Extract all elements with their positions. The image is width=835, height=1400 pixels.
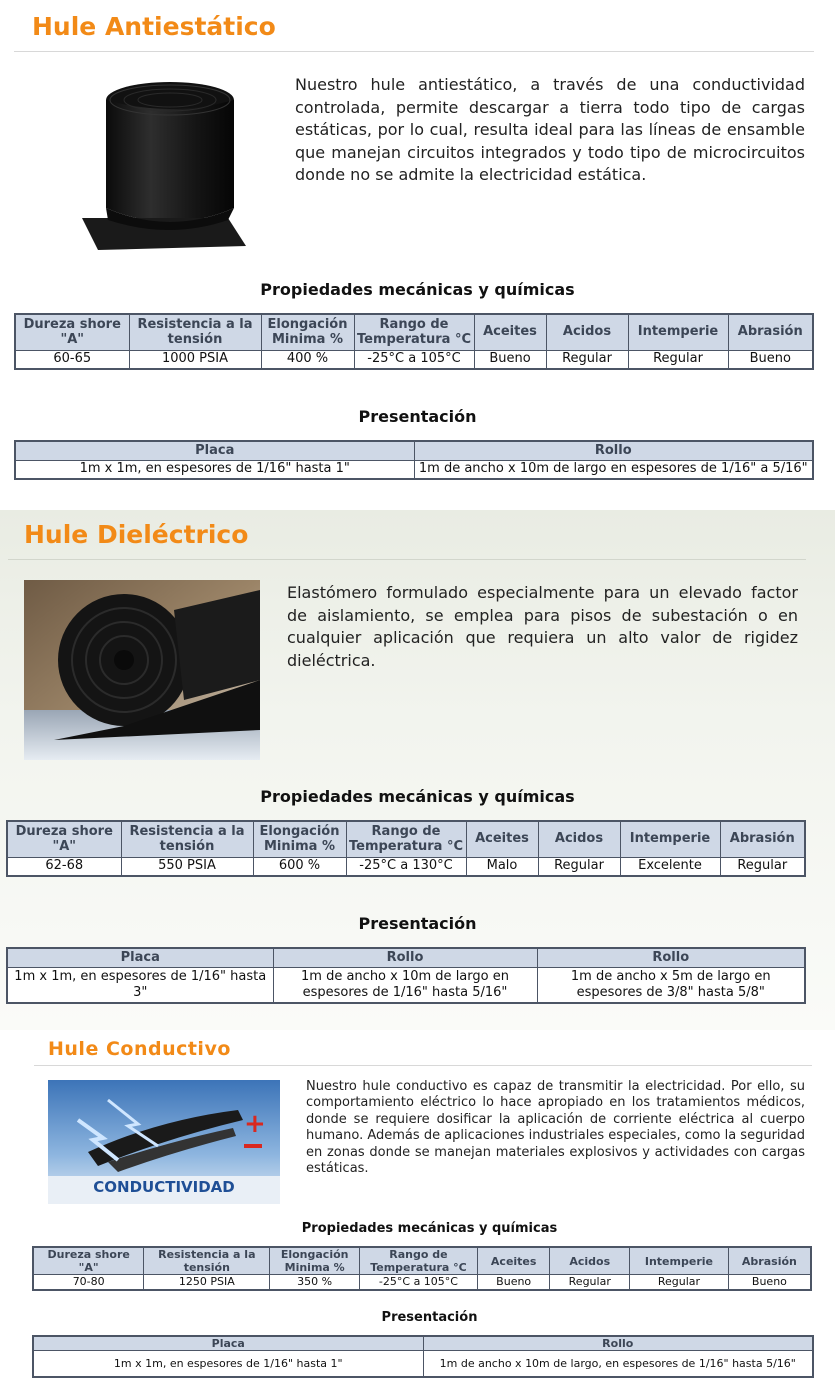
cell-elongacion: 600 % [253,857,346,876]
product-title: Hule Dieléctrico [24,520,249,549]
table-row [15,350,813,369]
cell-rollo: 1m de ancho x 5m de largo en espesores de 3/8" hasta 5/8" [537,967,805,1003]
col-dureza: Dureza shore "A" [33,1247,144,1275]
col-intemperie: Intemperie [630,1247,729,1275]
rubber-roll-image [24,580,260,760]
col-acidos: Acidos [550,1247,630,1275]
cell-temperatura: -25°C a 130°C [346,857,466,876]
cell-abrasion: Regular [720,857,805,876]
cell-aceites: Bueno [477,1275,550,1290]
presentation-heading: Presentación [358,914,477,933]
col-elongacion: Elongación Minima % [261,314,354,350]
cell-intemperie: Excelente [620,857,720,876]
cell-elongacion: 350 % [270,1275,360,1290]
cell-intemperie: Regular [628,350,728,369]
col-abrasion: Abrasión [728,1247,811,1275]
section-hule-conductivo [0,1030,835,1400]
cell-placa: 1m x 1m, en espesores de 1/16" hasta 1" [15,460,414,479]
cell-aceites: Bueno [474,350,546,369]
cell-resistencia: 1250 PSIA [144,1275,270,1290]
cell-acidos: Regular [538,857,620,876]
col-resistencia: Resistencia a la tensión [121,821,253,857]
cell-temperatura: -25°C a 105°C [360,1275,478,1290]
presentation-table [6,947,806,1004]
product-description: Elastómero formulado especialmente para un elevado factor de aislamiento, se emplea para pisos de subestación o en cualquier aplicación que requiera un alto valor de rigidez dieléctrica. [287,583,798,670]
properties-heading: Propiedades mecánicas y químicas [260,787,575,806]
table-row [15,460,813,479]
cell-dureza: 60-65 [15,350,129,369]
col-acidos: Acidos [538,821,620,857]
table-row [7,857,805,876]
product-description: Nuestro hule conductivo es capaz de transmitir la electricidad. Por ello, su comportamiento eléctrico lo hace apropiado en los tratamientos médicos, donde se requiere dosificar la aplicación de corriente eléctrica al cuerpo humano. Además de aplicaciones industriales especiales, como la seguridad en zonas donde se manejan materiales explosivos y actividades con cargas estáticas. [306,1079,805,1177]
cell-acidos: Regular [550,1275,630,1290]
col-elongacion: Elongación Minima % [270,1247,360,1275]
cell-abrasion: Bueno [728,1275,811,1290]
table-row [33,1275,811,1290]
col-abrasion: Abrasión [728,314,813,350]
image-label: CONDUCTIVIDAD [93,1178,235,1196]
col-rollo: Rollo [537,948,805,967]
col-elongacion: Elongación Minima % [253,821,346,857]
section-hule-dielectrico [0,510,835,1030]
cell-dureza: 70-80 [33,1275,144,1290]
col-intemperie: Intemperie [620,821,720,857]
properties-table [6,820,806,877]
col-temperatura: Rango de Temperatura °C [354,314,474,350]
conductivity-image [48,1080,280,1204]
title-divider [8,559,806,560]
col-abrasion: Abrasión [720,821,805,857]
cell-resistencia: 550 PSIA [121,857,253,876]
minus-icon [244,1144,262,1148]
presentation-heading: Presentación [358,407,477,426]
properties-table [32,1246,812,1291]
col-temperatura: Rango de Temperatura °C [346,821,466,857]
col-placa: Placa [15,441,414,460]
cell-dureza: 62-68 [7,857,121,876]
title-divider [34,1065,812,1066]
rubber-roll-image [78,68,250,254]
presentation-table [32,1335,814,1378]
col-aceites: Aceites [477,1247,550,1275]
col-dureza: Dureza shore "A" [7,821,121,857]
col-rollo: Rollo [414,441,813,460]
col-rollo: Rollo [423,1336,813,1351]
presentation-heading: Presentación [381,1310,478,1325]
table-row [7,967,805,1003]
col-aceites: Aceites [466,821,538,857]
properties-heading: Propiedades mecánicas y químicas [301,1221,558,1236]
plus-icon: + [244,1109,266,1139]
col-intemperie: Intemperie [628,314,728,350]
table-row [33,1351,813,1377]
col-rollo: Rollo [273,948,537,967]
cell-acidos: Regular [546,350,628,369]
cell-placa: 1m x 1m, en espesores de 1/16" hasta 3" [7,967,273,1003]
cell-placa: 1m x 1m, en espesores de 1/16" hasta 1" [33,1351,423,1377]
cell-rollo: 1m de ancho x 10m de largo en espesores de 1/16" hasta 5/16" [273,967,537,1003]
cell-rollo: 1m de ancho x 10m de largo, en espesores de 1/16" hasta 5/16" [423,1351,813,1377]
col-dureza: Dureza shore "A" [15,314,129,350]
product-title: Hule Conductivo [48,1038,231,1060]
cell-aceites: Malo [466,857,538,876]
col-resistencia: Resistencia a la tensión [129,314,261,350]
properties-table [14,313,814,370]
cell-resistencia: 1000 PSIA [129,350,261,369]
col-acidos: Acidos [546,314,628,350]
product-description: Nuestro hule antiestático, a través de una conductividad controlada, permite descargar a tierra todo tipo de cargas estáticas, por lo cual, resulta ideal para las líneas de ensamble que manejan circuitos integrados y todo tipo de microcircuitos donde no se admite la electricidad estática. [295,75,805,184]
properties-heading: Propiedades mecánicas y químicas [260,280,575,299]
col-temperatura: Rango de Temperatura °C [360,1247,478,1275]
col-resistencia: Resistencia a la tensión [144,1247,270,1275]
title-divider [14,51,814,52]
product-title: Hule Antiestático [32,12,276,41]
cell-rollo: 1m de ancho x 10m de largo en espesores de 1/16" a 5/16" [414,460,813,479]
cell-elongacion: 400 % [261,350,354,369]
cell-abrasion: Bueno [728,350,813,369]
section-hule-antiestatico [0,0,835,505]
col-placa: Placa [7,948,273,967]
col-placa: Placa [33,1336,423,1351]
cell-temperatura: -25°C a 105°C [354,350,474,369]
cell-intemperie: Regular [630,1275,729,1290]
col-aceites: Aceites [474,314,546,350]
presentation-table [14,440,814,480]
